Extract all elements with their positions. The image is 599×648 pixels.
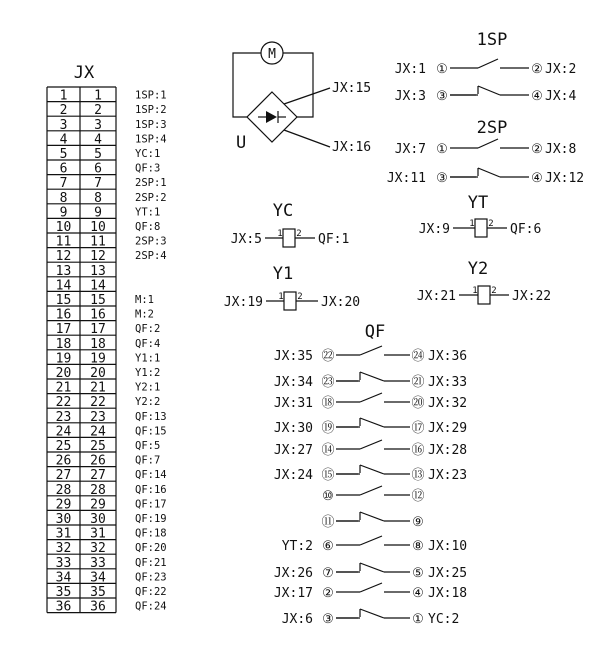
jx-terminal-number: 28 (90, 482, 106, 498)
jx-terminal-number: 12 (55, 249, 72, 265)
jx-terminal-number: 25 (90, 439, 106, 454)
contact-pin-left: ① (436, 62, 448, 77)
coil-symbol (475, 219, 487, 237)
contact-pin-left: ③ (436, 89, 448, 104)
jx-terminal-number: 5 (94, 147, 102, 162)
coil-symbol (283, 229, 295, 247)
coil-pin-1: 1 (469, 219, 475, 229)
contact-arm (360, 609, 384, 618)
jx-terminal-label: M:2 (135, 308, 154, 321)
contact-pin-right: ⑬ (411, 468, 425, 483)
motor-rectifier-circuit (233, 42, 371, 155)
jx-terminal-label: QF:13 (135, 410, 167, 423)
contact-terminal-left: JX:1 (394, 62, 426, 77)
jx-terminal-label: M:1 (135, 294, 154, 306)
contact-arm (478, 168, 500, 177)
jx-terminal-label: QF:24 (135, 600, 167, 613)
jx-terminal-number: 14 (90, 278, 106, 294)
contact-terminal-left: JX:35 (273, 349, 313, 364)
contact-pin-left: ㉒ (321, 349, 335, 364)
jx-terminal-number: 17 (90, 322, 106, 338)
coil-pin-2: 2 (296, 229, 302, 239)
jx-terminal-number: 31 (55, 526, 72, 542)
jx-terminal-number: 13 (90, 263, 106, 279)
breaker-qf-contacts (274, 322, 467, 627)
jx-terminal-label: 1SP:3 (135, 118, 167, 131)
contact-terminal-right: JX:10 (428, 539, 468, 554)
jx-terminal-label: 2SP:2 (135, 191, 167, 204)
jx-terminal-label: QF:7 (135, 454, 161, 467)
jx-terminal-label: Y1:1 (135, 352, 161, 365)
switch-1sp (395, 30, 577, 104)
coil-terminal-right: JX:22 (512, 289, 552, 304)
contact-terminal-right: JX:2 (545, 62, 577, 77)
jx-terminal-number: 2 (94, 103, 102, 119)
contact-pin-left: ⑲ (321, 421, 335, 436)
contact-pin-right: ① (412, 612, 424, 627)
contact-terminal-right: JX:18 (428, 586, 468, 601)
contact-arm (360, 536, 382, 545)
jx-terminal-number: 30 (90, 512, 106, 527)
jx-terminal-number: 13 (55, 263, 72, 279)
jx-terminal-rows (56, 89, 167, 615)
contact-pin-left: ⑩ (322, 489, 334, 504)
jx-terminal-number: 3 (59, 117, 68, 133)
contact-nc (395, 86, 577, 104)
switch-1sp-title: 1SP (476, 30, 508, 50)
contact-pin-left: ⑥ (322, 539, 334, 554)
contact-terminal-right: JX:4 (545, 89, 577, 104)
jx-terminal-block (47, 63, 167, 615)
contact-terminal-left: JX:26 (273, 566, 313, 581)
contact-no (395, 139, 577, 157)
coil-y1 (224, 264, 360, 310)
jx-terminal-label: QF:5 (135, 440, 161, 452)
coil-title: YC (272, 201, 294, 221)
jx-terminal-number: 34 (55, 570, 72, 586)
contact-terminal-right: JX:23 (428, 468, 468, 483)
jx-terminal-number: 7 (59, 176, 68, 192)
contact-nc (274, 418, 467, 436)
contact-no (274, 440, 467, 458)
contact-pin-right: ② (531, 142, 543, 157)
jx-terminal-label: QF:8 (135, 221, 161, 233)
jx-terminal-label: QF:16 (135, 483, 167, 496)
contact-terminal-left: YT:2 (281, 539, 313, 554)
contact-pin-left: ① (436, 142, 448, 157)
contact-arm (360, 372, 384, 381)
coil-yc (231, 201, 350, 247)
contact-nc (387, 168, 584, 186)
contact-pin-right: ④ (412, 586, 424, 601)
contact-pin-right: ㉔ (411, 349, 425, 364)
contact-arm (360, 393, 382, 402)
jx-terminal-number: 8 (59, 190, 68, 206)
contact-nc (321, 512, 423, 530)
coil-yt (419, 193, 542, 237)
contact-pin-right: ④ (531, 89, 543, 104)
jx-terminal-number: 19 (55, 351, 72, 367)
coil-terminal-right: QF:1 (318, 232, 350, 247)
contact-terminal-left: JX:6 (281, 612, 313, 627)
coil-pin-2: 2 (488, 219, 494, 229)
jx-terminal-row (56, 308, 154, 323)
contact-pin-left: ㉓ (321, 375, 335, 390)
contact-arm (478, 86, 500, 95)
jx-terminal-label: QF:21 (135, 556, 167, 569)
jx-terminal-number: 26 (90, 453, 106, 469)
contact-terminal-right: JX:8 (545, 142, 577, 157)
jx-terminal-number: 22 (90, 395, 106, 411)
contact-pin-left: ② (322, 586, 334, 601)
jx-terminal-number: 32 (55, 541, 72, 557)
coil-terminal-left: JX:5 (230, 232, 262, 247)
jx-terminal-label: 1SP:1 (135, 89, 167, 102)
jx-terminal-number: 29 (55, 497, 72, 513)
jx-terminal-number: 21 (90, 380, 106, 396)
jx-terminal-number: 9 (94, 205, 102, 221)
qf-title: QF (364, 322, 386, 342)
contact-arm (360, 440, 382, 449)
jx-terminal-number: 29 (90, 497, 106, 513)
contact-terminal-right: JX:28 (428, 443, 468, 458)
coil-terminal-right: JX:20 (321, 295, 361, 310)
jx-terminal-number: 23 (55, 409, 72, 425)
contact-no (282, 536, 467, 554)
jx-terminal-number: 16 (55, 307, 72, 323)
jx-terminal-number: 36 (55, 599, 72, 615)
contact-terminal-left: JX:30 (273, 421, 313, 436)
jx-terminal-label: QF:4 (135, 337, 161, 350)
contact-terminal-left: JX:3 (394, 89, 426, 104)
coil-title: Y1 (272, 264, 294, 284)
jx-terminal-number: 35 (55, 585, 72, 600)
jx-terminal-label: QF:14 (135, 469, 167, 482)
coil-terminal-left: JX:19 (223, 295, 263, 310)
contact-arm (360, 512, 384, 521)
contact-nc (274, 563, 467, 581)
jx-terminal-label: QF:18 (135, 527, 167, 540)
jx-terminal-number: 8 (94, 190, 102, 206)
jx-terminal-row (56, 293, 154, 308)
contact-pin-right: ⑯ (411, 443, 425, 458)
contact-arm (478, 59, 498, 68)
jx-terminal-number: 30 (55, 512, 72, 527)
contact-terminal-left: JX:31 (273, 396, 313, 411)
jx-terminal-number: 18 (55, 336, 72, 352)
jx-terminal-number: 21 (55, 380, 72, 396)
contact-terminal-left: JX:27 (273, 443, 313, 458)
jx-terminal-number: 15 (90, 293, 106, 308)
contact-terminal-right: JX:36 (428, 349, 468, 364)
jx-terminal-number: 6 (94, 161, 102, 177)
jx-terminal-number: 26 (55, 453, 72, 469)
coil-symbol (284, 292, 296, 310)
jx-terminal-number: 17 (55, 322, 72, 338)
jx-terminal-number: 3 (94, 117, 102, 133)
jx-terminal-number: 9 (59, 205, 68, 221)
jx-terminal-label: 1SP:4 (135, 133, 167, 146)
jx-terminal-label: YT:1 (135, 206, 161, 219)
jx-terminal-number: 15 (55, 293, 72, 308)
contact-pin-left: ⑮ (321, 468, 335, 483)
jx-terminal-label: QF:22 (135, 586, 167, 598)
coil-pin-1: 1 (472, 286, 478, 296)
coil-terminal-left: JX:9 (418, 222, 450, 237)
contact-arm (360, 563, 384, 572)
jx-terminal-label: 2SP:3 (135, 235, 167, 248)
coil-group (224, 193, 551, 310)
jx-terminal-number: 2 (59, 103, 68, 119)
contact-pin-right: ② (531, 62, 543, 77)
coil-y2 (417, 259, 551, 304)
coil-title: YT (467, 193, 489, 213)
contact-arm (360, 418, 384, 427)
jx-terminal-label: QF:17 (135, 498, 167, 511)
contact-pin-left: ⑭ (321, 443, 335, 458)
contact-arm (360, 583, 382, 592)
coil-terminal-right: QF:6 (510, 222, 542, 237)
jx-terminal-number: 33 (90, 555, 106, 571)
contact-arm (360, 465, 384, 474)
contact-pin-left: ⑦ (322, 566, 334, 581)
contact-nc (274, 465, 467, 483)
jx-terminal-number: 33 (55, 555, 72, 571)
contact-terminal-right: JX:12 (545, 171, 585, 186)
switch-2sp-title: 2SP (476, 118, 508, 138)
jx-terminal-number: 28 (55, 482, 72, 498)
jx-terminal-number: 24 (55, 424, 72, 440)
jx-terminal-number: 20 (90, 366, 106, 381)
contact-pin-left: ③ (436, 171, 448, 186)
jx-terminal-number: 23 (90, 409, 106, 425)
contact-pin-right: ㉑ (411, 375, 425, 390)
jx-terminal-number: 10 (55, 220, 72, 235)
coil-pin-1: 1 (277, 229, 283, 239)
coil-pin-2: 2 (297, 292, 303, 302)
jx-terminal-number: 34 (90, 570, 106, 586)
contact-terminal-left: JX:17 (273, 586, 313, 601)
coil-title: Y2 (467, 259, 489, 279)
jx-block-title: JX (73, 63, 95, 83)
rectifier-lead-bottom (284, 130, 330, 147)
motor-label: M (268, 47, 276, 62)
jx-terminal-number: 27 (90, 468, 106, 484)
rectifier-lead-top (284, 88, 330, 104)
contact-terminal-left: JX:24 (273, 468, 313, 483)
jx-terminal-label: 1SP:2 (135, 104, 167, 117)
jx-terminal-number: 19 (90, 351, 106, 367)
rectifier-terminal-bottom: JX:16 (332, 140, 372, 155)
jx-terminal-number: 12 (90, 249, 106, 265)
coil-terminal-left: JX:21 (416, 289, 456, 304)
contact-arm (478, 139, 498, 148)
jx-terminal-number: 24 (90, 424, 106, 440)
contact-pin-left: ⑪ (321, 515, 335, 530)
jx-terminal-number: 7 (94, 176, 102, 192)
coil-symbol (478, 286, 490, 304)
jx-terminal-number: 25 (55, 439, 72, 454)
contact-pin-right: ⑳ (411, 396, 425, 411)
jx-terminal-label: Y2:2 (135, 396, 161, 409)
jx-terminal-number: 5 (59, 147, 68, 162)
jx-terminal-number: 20 (55, 366, 72, 381)
jx-terminal-label: 2SP:4 (135, 250, 167, 263)
contact-nc (274, 372, 467, 390)
jx-terminal-number: 10 (90, 220, 106, 235)
jx-terminal-label: Y1:2 (135, 367, 161, 379)
contact-no (274, 393, 467, 411)
jx-terminal-number: 1 (94, 88, 102, 104)
jx-terminal-label: QF:2 (135, 323, 161, 336)
jx-terminal-label: QF:15 (135, 425, 167, 438)
jx-terminal-number: 11 (90, 234, 106, 250)
contact-terminal-right: JX:29 (428, 421, 468, 436)
rectifier-terminal-top: JX:15 (332, 81, 372, 96)
contact-terminal-left: JX:34 (273, 375, 313, 390)
jx-terminal-label: Y2:1 (135, 381, 161, 394)
jx-terminal-number: 14 (55, 278, 72, 294)
contact-pin-right: ⑨ (412, 515, 424, 530)
jx-terminal-label: QF:23 (135, 571, 167, 584)
jx-terminal-number: 36 (90, 599, 106, 615)
contact-terminal-left: JX:7 (394, 142, 426, 157)
jx-terminal-label: YC:1 (135, 148, 161, 160)
jx-terminal-number: 16 (90, 307, 106, 323)
jx-terminal-number: 35 (90, 585, 106, 600)
jx-terminal-number: 32 (90, 541, 106, 557)
contact-no (274, 583, 467, 601)
contact-terminal-right: YC:2 (428, 612, 460, 627)
contact-pin-right: ⑫ (411, 489, 425, 504)
jx-terminal-label: QF:19 (135, 513, 167, 525)
contact-pin-left: ③ (322, 612, 334, 627)
contact-no (322, 486, 424, 504)
jx-terminal-number: 6 (59, 161, 68, 177)
jx-terminal-number: 27 (55, 468, 72, 484)
contact-pin-right: ⑰ (411, 421, 425, 436)
jx-terminal-label: QF:3 (135, 162, 161, 175)
contact-no (395, 59, 577, 77)
contact-arm (360, 346, 382, 355)
contact-arm (360, 486, 382, 495)
contact-nc (282, 609, 460, 627)
contact-terminal-right: JX:32 (428, 396, 468, 411)
jx-terminal-number: 18 (90, 336, 106, 352)
contact-pin-right: ⑧ (412, 539, 424, 554)
jx-terminal-number: 1 (59, 88, 68, 104)
coil-pin-1: 1 (278, 292, 284, 302)
contact-no (274, 346, 467, 364)
diode-symbol (266, 111, 277, 123)
contact-pin-left: ⑱ (321, 396, 335, 411)
jx-terminal-number: 11 (55, 234, 72, 250)
contact-pin-right: ④ (531, 171, 543, 186)
jx-terminal-number: 31 (90, 526, 106, 542)
jx-terminal-label: 2SP:1 (135, 177, 167, 190)
contact-terminal-left: JX:11 (386, 171, 426, 186)
rectifier-label: U (236, 133, 247, 153)
contact-pin-right: ⑤ (412, 566, 424, 581)
coil-pin-2: 2 (491, 286, 497, 296)
jx-terminal-number: 4 (59, 132, 68, 148)
contact-terminal-right: JX:33 (428, 375, 468, 390)
jx-terminal-number: 22 (55, 395, 72, 411)
jx-terminal-number: 4 (94, 132, 102, 148)
contact-terminal-right: JX:25 (428, 566, 468, 581)
jx-terminal-label: QF:20 (135, 542, 167, 555)
switch-2sp (387, 118, 584, 186)
